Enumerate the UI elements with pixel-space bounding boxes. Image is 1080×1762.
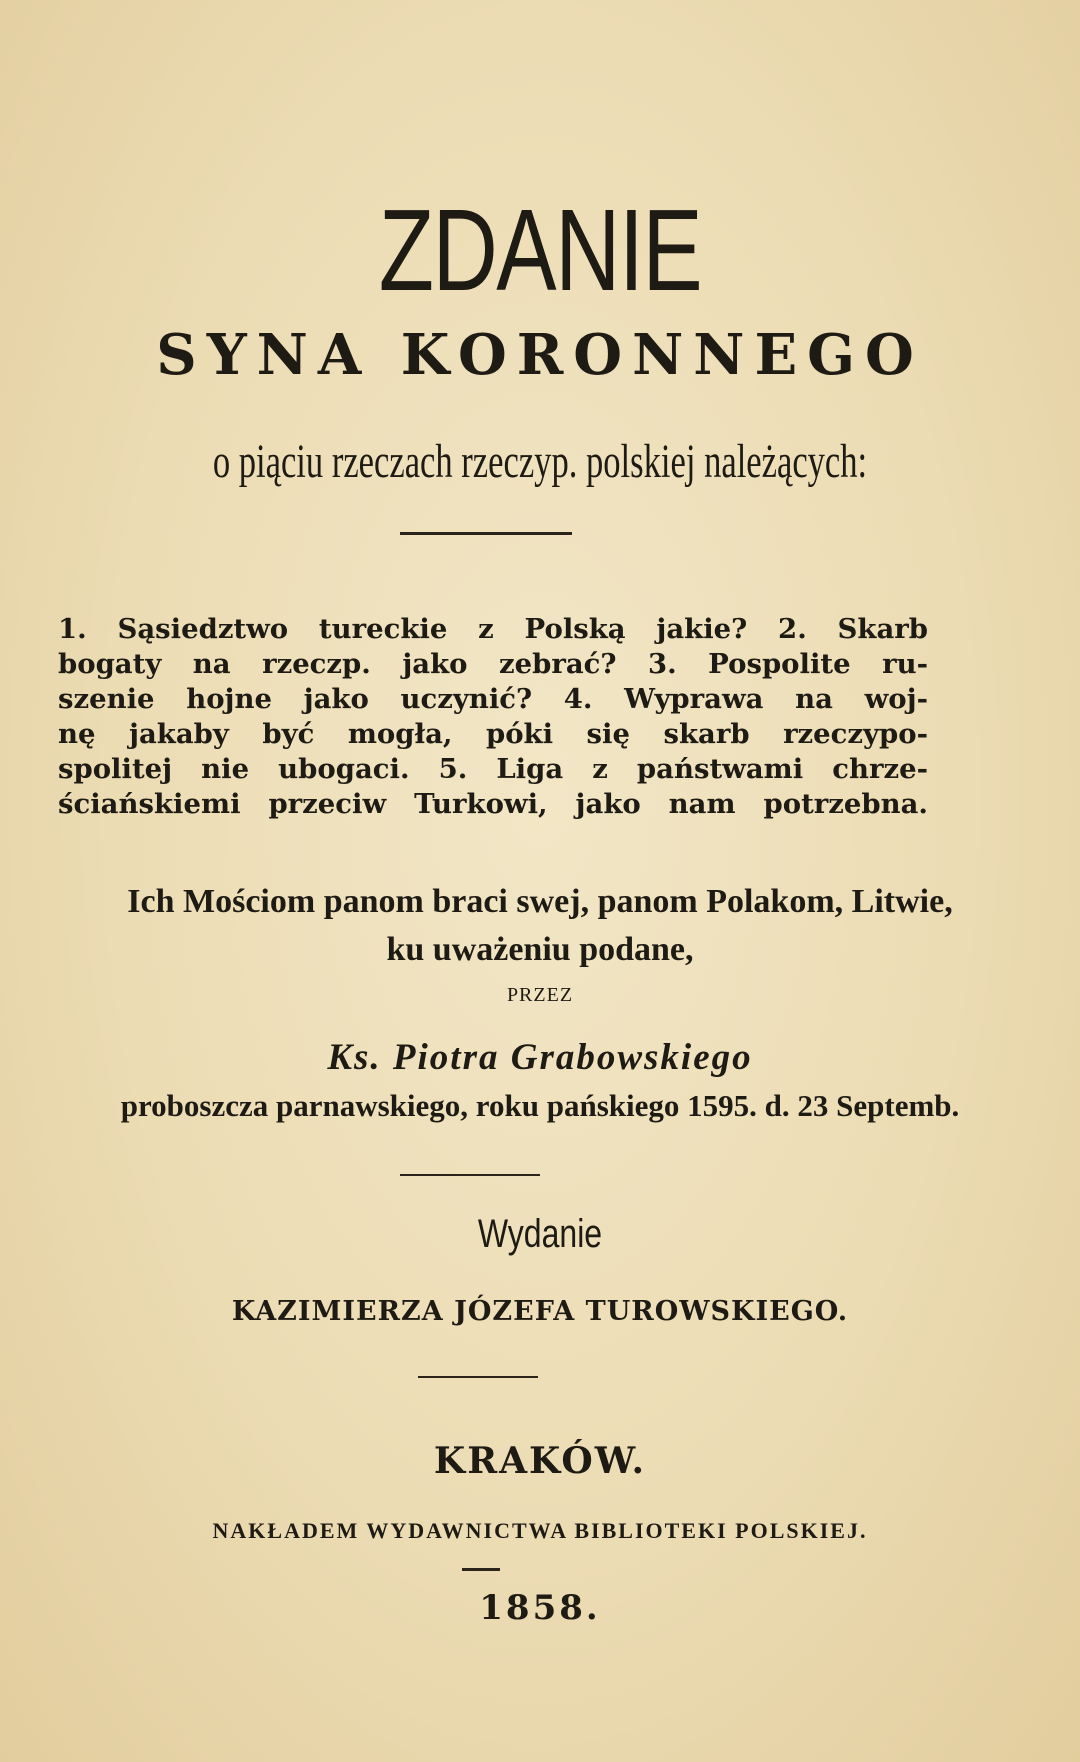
by-label: PRZEZ: [506, 984, 574, 1006]
contents-line: ściańskiemi przeciw Turkowi, jako nam potrzebna.: [58, 788, 928, 820]
dedication-line: ku uważeniu podane,: [386, 931, 694, 968]
divider-rule-1: [400, 532, 572, 535]
book-tagline: o piąciu rzeczach rzeczyp. polskiej należących:: [212, 435, 868, 488]
contents-summary: [58, 612, 928, 822]
divider-rule-3: [418, 1376, 538, 1378]
contents-line: bogaty na rzeczp. jako zebrać? 3. Pospolite ru-: [58, 648, 928, 680]
publication-year: 1858.: [479, 1588, 601, 1628]
contents-line: 1. Sąsiedztwo tureckie z Polską jakie? 2. Skarb: [58, 613, 928, 645]
contents-line: nę jakaby być mogła, póki się skarb rzeczypo-: [58, 718, 928, 750]
book-subtitle: SYNA KORONNEGO: [156, 322, 924, 388]
contents-line: spolitej nie ubogaci. 5. Liga z państwami chrze-: [58, 753, 928, 785]
book-title: ZDANIE: [378, 185, 702, 315]
edition-label: Wydanie: [477, 1212, 603, 1256]
author-name: Ks. Piotra Grabowskiego: [327, 1037, 753, 1078]
divider-rule-4: [462, 1568, 500, 1571]
contents-line: szenie hojne jako uczynić? 4. Wyprawa na woj-: [58, 683, 928, 715]
dedication: [0, 878, 1080, 974]
author-description: proboszcza parnawskiego, roku pańskiego 1595. d. 23 Septemb.: [120, 1088, 960, 1123]
publisher-name: NAKŁADEM WYDAWNICTWA BIBLIOTEKI POLSKIEJ.: [212, 1518, 868, 1543]
publication-city: KRAKÓW.: [433, 1440, 647, 1482]
editor-name: KAZIMIERZA JÓZEFA TUROWSKIEGO.: [231, 1296, 849, 1327]
dedication-line: Ich Mościom panom braci swej, panom Polakom, Litwie,: [127, 883, 953, 920]
divider-rule-2: [400, 1174, 540, 1176]
